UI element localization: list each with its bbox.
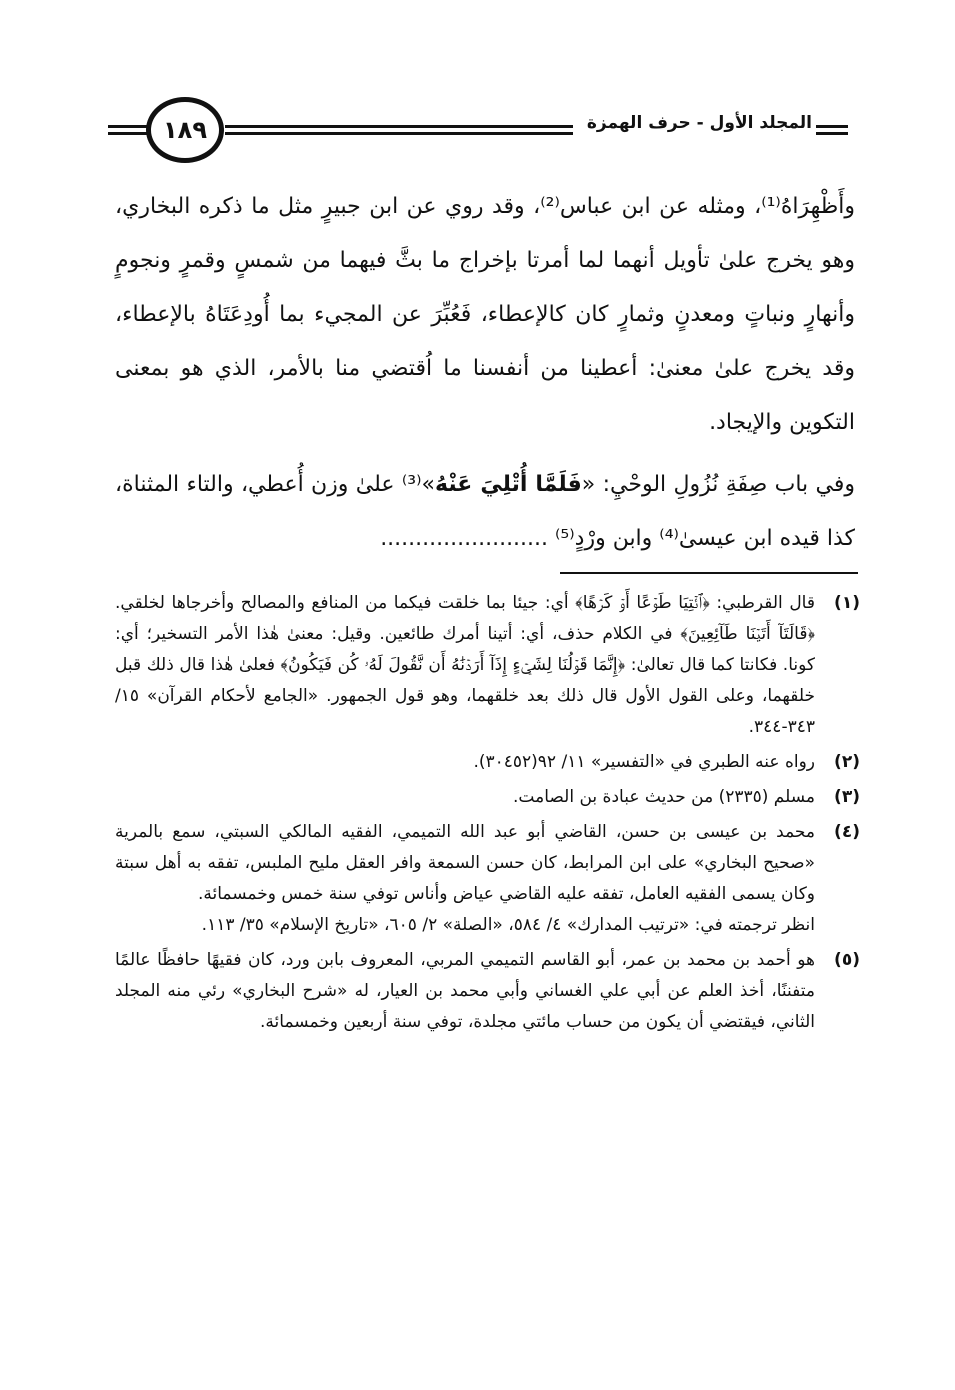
hadith-quote: فَلَمَّا أُتْلِيَ عَنْهُ xyxy=(434,472,582,497)
footnote xyxy=(115,747,860,778)
footnote xyxy=(115,782,860,813)
footnote-number: (٤) xyxy=(834,822,860,842)
header-rule xyxy=(816,132,848,135)
footnote-text: مسلم (٢٣٣٥) من حديث عبادة بن الصامت. xyxy=(513,787,815,807)
footnote xyxy=(115,817,860,941)
footnote-reference: انظر ترجمته في: «ترتيب المدارك» ٤/ ٥٨٤، «الصلة» ٢/ ٦٠٥، «تاريخ الإسلام» ٣٥/ ١١٣. xyxy=(201,915,815,935)
footnote-number: (٢) xyxy=(834,752,860,772)
paragraph-2-intro: وفي باب صِفَةِ نُزُولِ الوحْيِ: « xyxy=(581,472,855,497)
footnote-number: (١) xyxy=(834,593,860,613)
footnote xyxy=(115,945,860,1038)
header-rule xyxy=(225,132,573,135)
header-rule xyxy=(225,125,573,128)
footnote xyxy=(115,588,860,743)
header-rule xyxy=(108,132,148,135)
paragraph-2-rest: »⁽³⁾ علىٰ وزن أُعطي، والتاء المثناة، كذا قيده ابن عيسىٰ⁽⁴⁾ وابن ورْدٍ⁽⁵⁾ ........................ xyxy=(115,472,855,551)
footnotes xyxy=(115,588,860,1042)
footnote-text: رواه عنه الطبري في «التفسير» ١١/ ٩٢(٣٠٤٥٢). xyxy=(473,752,815,772)
running-title: المجلد الأول - حرف الهمزة xyxy=(586,113,812,133)
header-rule xyxy=(108,125,148,128)
page-number: ١٨٩ xyxy=(146,97,224,163)
main-text xyxy=(115,180,855,566)
footnote-text: قال القرطبي: ﴿ٱئۡتِيَا طَوۡعًا أَوۡ كَرۡهًا﴾ أي: جيئا بما خلقت فيكما من المنافع والمصالح وأخرجاها لخلقي. ﴿قَالَتَآ أَتَيۡنَا طَآئِعِينَ﴾ في الكلام حذف، أي: أتينا أمرك طائعين. وقيل: معنىٰ هٰذا الأمر التسخير؛ أي: كونا. فكانتا كما قال تعالىٰ: ﴿إِنَّمَا قَوۡلُنَا لِشَيۡءٍ إِذَآ أَرَدۡنَٰهُ أَن نَّقُولَ لَهُۥ كُن فَيَكُونُ﴾ فعلىٰ هٰذا قال ذلك قبل خلقهما، وعلى القول الأول قال ذلك بعد خلقهما، وهو قول الجمهور. «الجامع لأحكام القرآن» ١٥/ ٣٤٣-٣٤٤. xyxy=(115,593,815,737)
header-rule xyxy=(816,125,848,128)
footnote-text: محمد بن عيسى بن حسن، القاضي أبو عبد الله التميمي، الفقيه المالكي السبتي، سمع بالمرية «صحيح البخاري» على ابن المرابط، كان حسن السمعة وافر العقل مليح الملبس، تفقه به أهل سبتة وكان يسمى الفقيه العامل، تفقه عليه القاضي عياض وأناس توفي سنة خمس وخمسمائة. xyxy=(115,822,815,904)
footnote-separator xyxy=(560,572,858,574)
paragraph-1: وأَظْهِرَاهُ⁽¹⁾، ومثله عن ابن عباس⁽²⁾، وقد روي عن ابن جبيرٍ مثل ما ذكره البخاري، وهو يخرج علىٰ تأويل أنهما لما أمرتا بإخراج ما بثَّ فيهما من شمسٍ وقمرٍ ونجومٍ وأنهارٍ ونباتٍ ومعدنٍ وثمارٍ كان كالإعطاء، فَعُبِّرَ عن المجيء بما أُودِعَتَاهُ بالإعطاء، وقد يخرج علىٰ معنىٰ: أعطينا من أنفسنا ما اُقتضي منا بالأمر، الذي هو بمعنى التكوين والإيجاد. xyxy=(115,194,855,435)
page-header xyxy=(108,95,848,175)
paragraph-2 xyxy=(115,458,855,566)
footnote-text: هو أحمد بن محمد بن عمر، أبو القاسم التميمي المربي، المعروف بابن ورد، كان فقيهًا حافظًا عالمًا متفننًا، أخذ العلم عن أبي علي الغساني وأبي محمد بن العيار، له «شرح البخاري» رئي منه المجلد الثاني، فيقتضي أن يكون من حساب مائتي مجلدة، توفي سنة أربعين وخمسمائة. xyxy=(115,950,815,1032)
footnote-number: (٣) xyxy=(834,787,860,807)
footnote-number: (٥) xyxy=(834,950,860,970)
